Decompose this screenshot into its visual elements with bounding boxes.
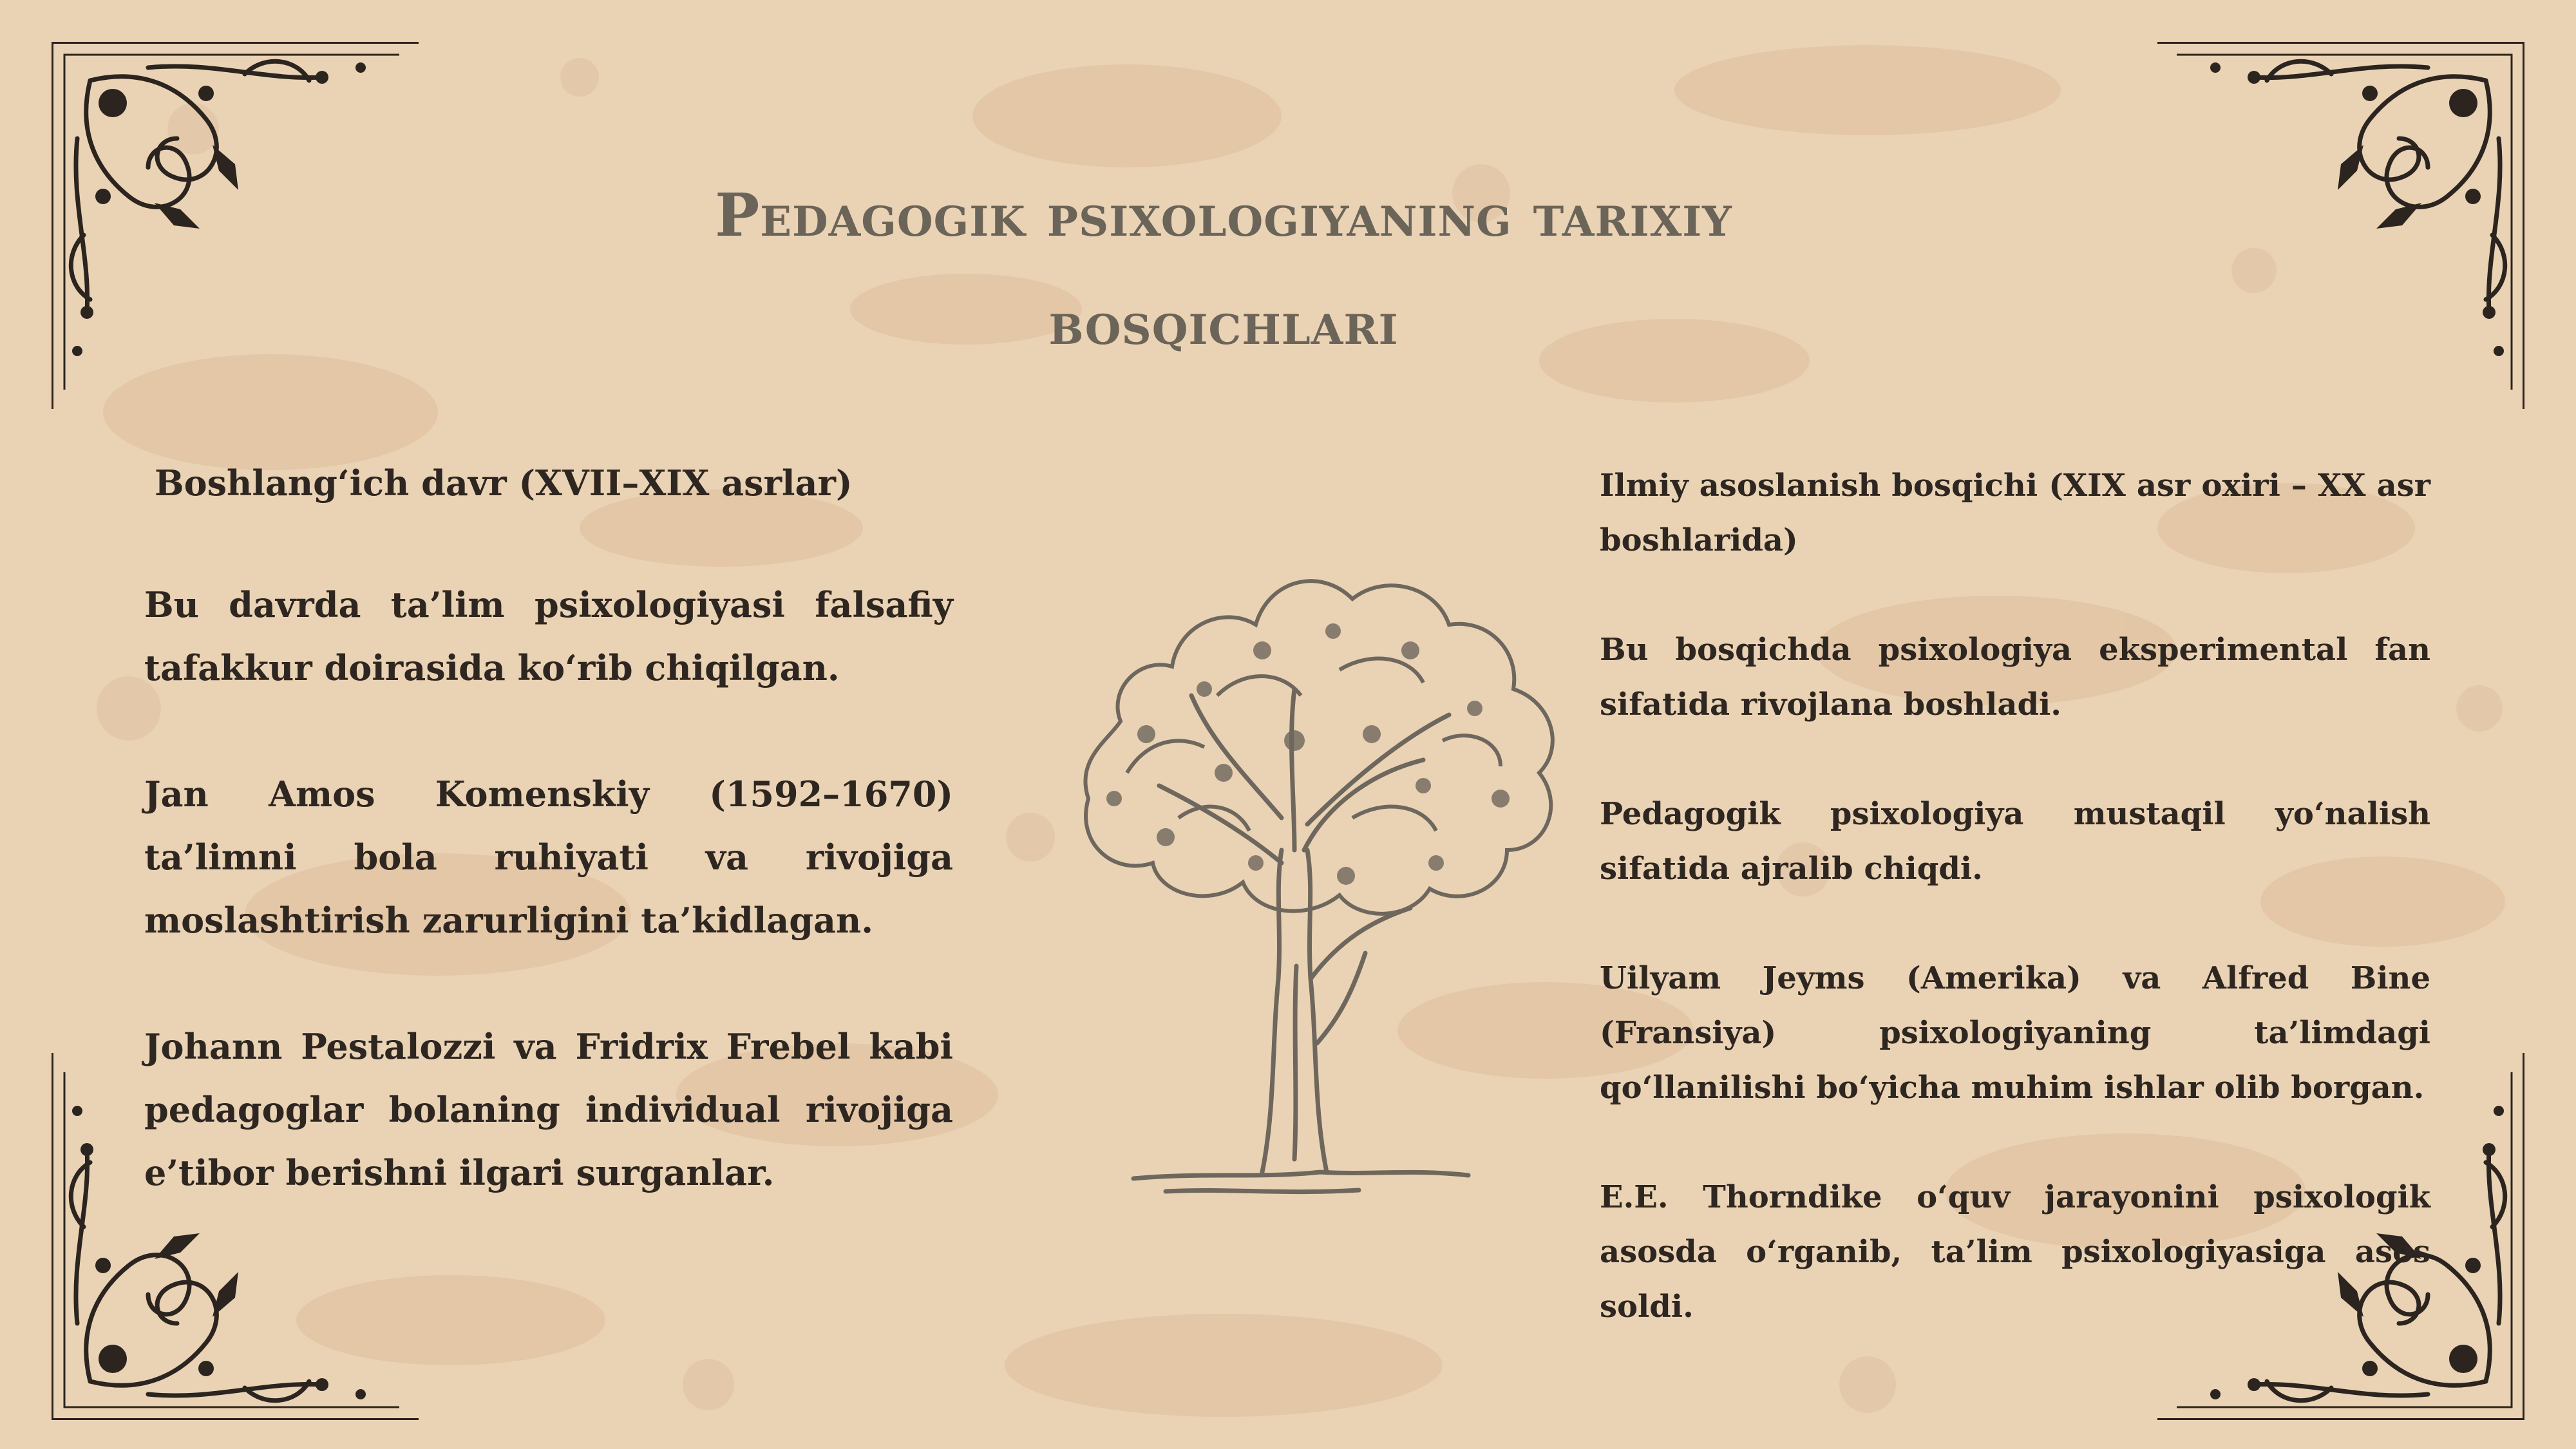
right-paragraph-4: E.E. Thorndike o‘quv jarayonini psixologik asosda o‘rganib, ta’lim psixologiyasiga asos soldi. [1600, 1179, 2430, 1325]
right-paragraph-3: Uilyam Jeyms (Amerika) va Alfred Bine (Fransiya) psixologiyaning ta’limdagi qo‘llanilishi bo‘yicha muhim ishlar olib borgan. [1600, 960, 2430, 1106]
ornamental-corner-icon [2138, 42, 2524, 428]
right-heading: Ilmiy asoslanish bosqichi (XIX asr oxiri – XX asr boshlarida) [1600, 468, 2430, 558]
ornamental-corner-icon [52, 42, 438, 428]
left-paragraph-3: Johann Pestalozzi va Fridrix Frebel kabi pedagoglar bolaning individual rivojiga e’tibor berishni ilgari surganlar. [144, 1026, 953, 1193]
tree-illustration [1050, 528, 1584, 1224]
left-heading: Boshlang‘ich davr (XVII–XIX asrlar) [155, 462, 853, 504]
page-title [580, 161, 1868, 377]
left-paragraph-1: Bu davrda ta’lim psixologiyasi falsafiy tafakkur doirasida ko‘rib chiqilgan. [144, 584, 953, 688]
right-paragraph-1: Bu bosqichda psixologiya eksperimental fan sifatida rivojlana boshladi. [1600, 632, 2430, 723]
right-column [1600, 459, 2430, 1334]
title-line-2: bosqichlari [1048, 289, 1399, 358]
right-paragraph-2: Pedagogik psixologiya mustaqil yo‘nalish sifatida ajralib chiqdi. [1600, 796, 2430, 887]
left-column [144, 457, 953, 1204]
left-paragraph-2: Jan Amos Komenskiy (1592–1670) ta’limni bola ruhiyati va rivojiga moslashtirish zarurligini ta’kidlagan. [144, 773, 953, 941]
title-line-1: Pedagogik psixologiyaning tarixiy [715, 180, 1732, 250]
ornamental-corner-top-right [2138, 42, 2524, 428]
ornamental-corner-top-left [52, 42, 438, 428]
tree-illustration-icon [1050, 528, 1584, 1224]
